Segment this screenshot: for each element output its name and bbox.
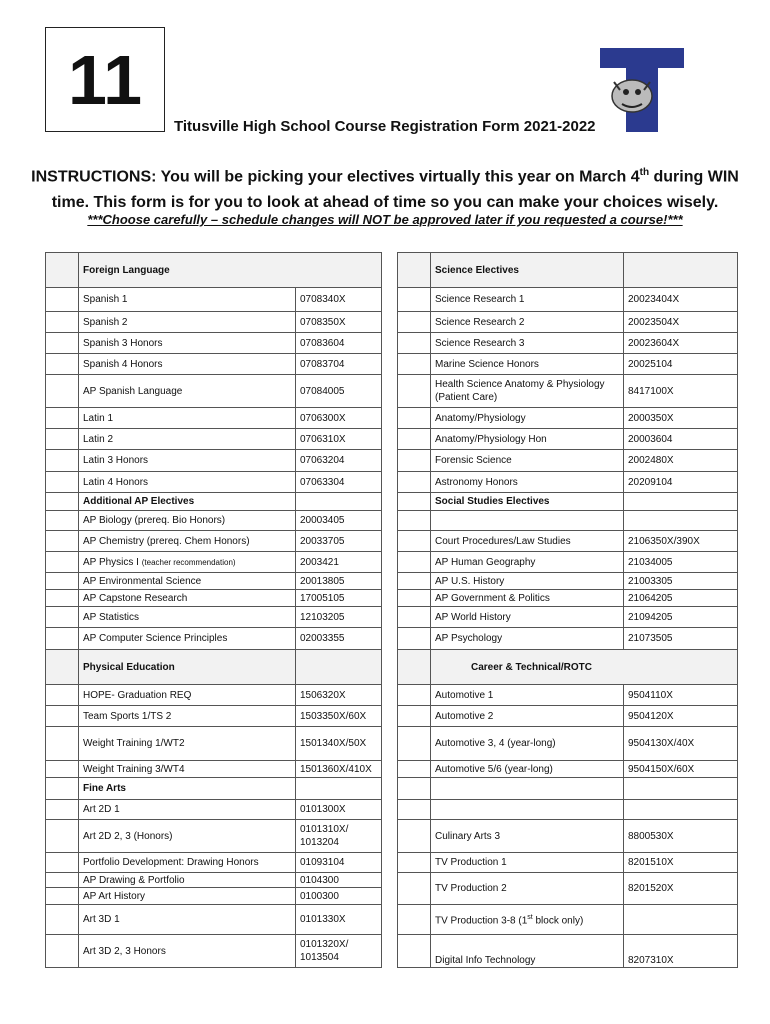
form-title: Titusville High School Course Registration Form 2021-2022 [174,118,596,135]
checkbox[interactable] [46,288,79,312]
course-name: AP Human Geography [431,552,624,573]
course-name: Weight Training 1/WT2 [79,727,296,761]
course-name: Spanish 3 Honors [79,333,296,354]
course-name: AP Government & Politics [431,590,624,607]
course-code: 07083604 [296,333,382,354]
checkbox[interactable] [398,800,431,820]
course-code: 20023504X [624,312,738,333]
course-name: AP Spanish Language [79,375,296,408]
checkbox[interactable] [398,590,431,607]
checkbox[interactable] [398,408,431,429]
course-name: AP Statistics [79,607,296,628]
checkbox[interactable] [46,590,79,607]
course-name: Latin 3 Honors [79,450,296,472]
checkbox[interactable] [46,472,79,493]
course-name: TV Production 2 [431,873,624,905]
course-code: 20003405 [296,511,382,531]
course-name: Science Research 3 [431,333,624,354]
checkbox[interactable] [398,685,431,706]
course-code: 9504130X/40X [624,727,738,761]
course-code: 20003604 [624,429,738,450]
course-code: 20033705 [296,531,382,552]
course-code: 8201520X [624,873,738,905]
section-header: Physical Education [79,650,296,685]
checkbox[interactable] [46,873,79,888]
course-code: 0101300X [296,800,382,820]
checkbox[interactable] [46,905,79,935]
course-name: AP Biology (prereq. Bio Honors) [79,511,296,531]
course-name: AP Psychology [431,628,624,650]
checkbox[interactable] [398,429,431,450]
section-header: Social Studies Electives [431,493,624,511]
checkbox[interactable] [398,531,431,552]
course-name: AP U.S. History [431,573,624,590]
checkbox[interactable] [398,706,431,727]
course-code: 21094205 [624,607,738,628]
course-code: 01093104 [296,853,382,873]
course-name: AP World History [431,607,624,628]
checkbox[interactable] [46,607,79,628]
course-code: 1501340X/50X [296,727,382,761]
course-code: 12103205 [296,607,382,628]
checkbox[interactable] [398,333,431,354]
checkbox[interactable] [46,853,79,873]
course-code: 9504150X/60X [624,761,738,778]
course-code: 07063204 [296,450,382,472]
course-code: 20023404X [624,288,738,312]
course-code: 0708340X [296,288,382,312]
course-name: Forensic Science [431,450,624,472]
warning-text: ***Choose carefully – schedule changes will NOT be approved later if you requested a course!*** [87,212,683,227]
checkbox[interactable] [398,873,431,905]
course-code: 9504120X [624,706,738,727]
checkbox[interactable] [398,935,431,968]
checkbox[interactable] [46,312,79,333]
checkbox[interactable] [46,888,79,905]
course-code: 17005105 [296,590,382,607]
course-code: 0706300X [296,408,382,429]
course-name: AP Computer Science Principles [79,628,296,650]
checkbox[interactable] [46,800,79,820]
course-name: AP Drawing & Portfolio [79,873,296,888]
checkbox[interactable] [398,853,431,873]
checkbox[interactable] [398,778,431,800]
checkbox[interactable] [398,650,431,685]
course-name: HOPE- Graduation REQ [79,685,296,706]
checkbox[interactable] [398,312,431,333]
checkbox[interactable] [46,333,79,354]
checkbox[interactable] [46,408,79,429]
section-header: Additional AP Electives [79,493,296,511]
course-code: 21003305 [624,573,738,590]
course-name: Spanish 4 Honors [79,354,296,375]
course-name: Anatomy/Physiology Hon [431,429,624,450]
checkbox[interactable] [46,685,79,706]
course-code: 1506320X [296,685,382,706]
checkbox[interactable] [398,375,431,408]
checkbox[interactable] [398,761,431,778]
course-code: 2002480X [624,450,738,472]
course-name: Marine Science Honors [431,354,624,375]
course-name: Science Research 2 [431,312,624,333]
course-code: 1501360X/410X [296,761,382,778]
course-code: 2106350X/390X [624,531,738,552]
logo-letter: T [678,64,679,65]
course-name: Art 3D 1 [79,905,296,935]
course-name: AP Chemistry (prereq. Chem Honors) [79,531,296,552]
course-name: AP Capstone Research [79,590,296,607]
course-code: 1503350X/60X [296,706,382,727]
course-name: Health Science Anatomy & Physiology (Patient Care) [431,375,624,408]
school-logo [598,46,686,134]
course-name: Automotive 3, 4 (year-long) [431,727,624,761]
course-code: 0708350X [296,312,382,333]
checkbox[interactable] [398,628,431,650]
checkbox[interactable] [46,650,79,685]
course-code: 21034005 [624,552,738,573]
course-code: 21064205 [624,590,738,607]
course-code: 20209104 [624,472,738,493]
course-name: Automotive 5/6 (year-long) [431,761,624,778]
checkbox[interactable] [398,493,431,511]
checkbox[interactable] [46,935,79,968]
checkbox[interactable] [46,531,79,552]
course-code: 07063304 [296,472,382,493]
checkbox[interactable] [46,375,79,408]
left-course-table [45,252,382,968]
course-name: Automotive 2 [431,706,624,727]
course-code: 8800530X [624,820,738,853]
checkbox[interactable] [46,727,79,761]
course-code: 20023604X [624,333,738,354]
checkbox[interactable] [398,354,431,375]
checkbox[interactable] [46,628,79,650]
course-code: 2003421 [296,552,382,573]
checkbox[interactable] [398,552,431,573]
grade-number: 11 [68,40,142,119]
course-name: Spanish 1 [79,288,296,312]
checkbox[interactable] [46,573,79,590]
checkbox[interactable] [398,472,431,493]
course-code: 02003355 [296,628,382,650]
course-name: Weight Training 3/WT4 [79,761,296,778]
checkbox[interactable] [398,607,431,628]
course-code: 0100300 [296,888,382,905]
course-name: Culinary Arts 3 [431,820,624,853]
checkbox[interactable] [398,511,431,531]
course-code: 0101330X [296,905,382,935]
course-name: Portfolio Development: Drawing Honors [79,853,296,873]
course-name: Anatomy/Physiology [431,408,624,429]
course-code: 2000350X [624,408,738,429]
checkbox[interactable] [46,253,79,288]
course-code: 20013805 [296,573,382,590]
course-name: AP Art History [79,888,296,905]
section-header: Foreign Language [79,253,382,288]
checkbox[interactable] [46,493,79,511]
grade-box [45,27,165,132]
course-code: 8207310X [624,935,738,968]
course-name: Automotive 1 [431,685,624,706]
course-name: Science Research 1 [431,288,624,312]
course-name: TV Production 1 [431,853,624,873]
instructions: INSTRUCTIONS: You will be picking your electives virtually this year on March 4th during WIN time. This form is for you to look at ahead of time so you can make your choices wisely. [31,167,739,212]
section-header: Science Electives [431,253,624,288]
checkbox[interactable] [46,429,79,450]
right-course-table [397,252,738,968]
course-name: Art 2D 2, 3 (Honors) [79,820,296,853]
checkbox[interactable] [46,761,79,778]
course-code: 20025104 [624,354,738,375]
course-code: 8201510X [624,853,738,873]
course-name: Digital Info Technology [431,935,624,968]
course-code: 0101310X/ 1013204 [296,820,382,853]
checkbox[interactable] [46,552,79,573]
course-code: 0104300 [296,873,382,888]
course-name: AP Environmental Science [79,573,296,590]
course-name: Court Procedures/Law Studies [431,531,624,552]
course-name: Team Sports 1/TS 2 [79,706,296,727]
checkbox[interactable] [398,450,431,472]
checkbox[interactable] [46,450,79,472]
course-name: AP Physics I (teacher recommendation) [79,552,296,573]
course-name: Art 3D 2, 3 Honors [79,935,296,968]
course-name: Latin 4 Honors [79,472,296,493]
course-name: Latin 2 [79,429,296,450]
course-code: 8417100X [624,375,738,408]
course-code: 07083704 [296,354,382,375]
checkbox[interactable] [398,727,431,761]
checkbox[interactable] [398,288,431,312]
section-header: Career & Technical/ROTC [431,650,738,685]
course-code: 9504110X [624,685,738,706]
checkbox[interactable] [46,778,79,800]
checkbox[interactable] [46,511,79,531]
checkbox[interactable] [46,820,79,853]
course-name: Art 2D 1 [79,800,296,820]
course-code: 07084005 [296,375,382,408]
checkbox[interactable] [46,354,79,375]
course-name: TV Production 3-8 (1st block only) [431,905,624,935]
course-code: 21073505 [624,628,738,650]
checkbox[interactable] [398,253,431,288]
course-name: Spanish 2 [79,312,296,333]
section-header: Fine Arts [79,778,296,800]
course-name: Latin 1 [79,408,296,429]
course-code: 0101320X/ 1013504 [296,935,382,968]
checkbox[interactable] [398,573,431,590]
checkbox[interactable] [398,905,431,935]
checkbox[interactable] [398,820,431,853]
checkbox[interactable] [46,706,79,727]
course-code: 0706310X [296,429,382,450]
course-name: Astronomy Honors [431,472,624,493]
